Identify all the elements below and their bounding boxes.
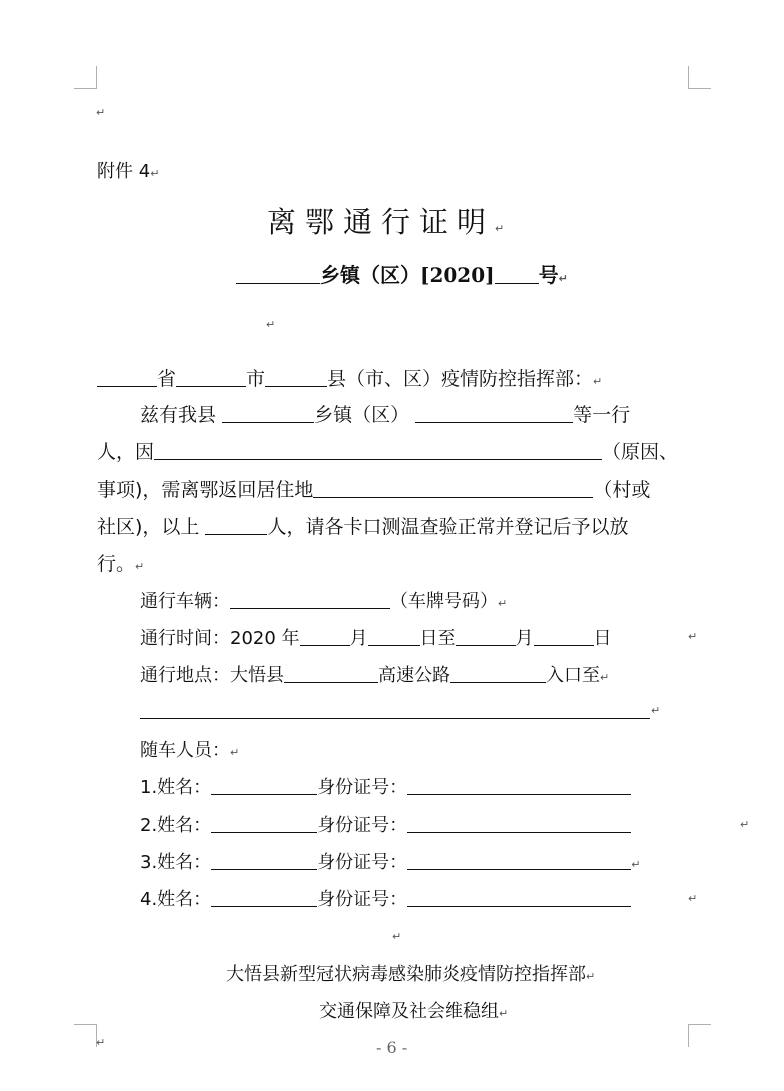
staff-row: 4.姓名： 身份证号： bbox=[140, 885, 631, 911]
body-line-3: 事项)，需离鄂返回居住地 （村或 bbox=[97, 479, 651, 501]
page-title: 离鄂通行证明↵ bbox=[267, 205, 514, 239]
county-blank[interactable] bbox=[265, 368, 327, 387]
document-number-line: 乡镇（区）[2020] 号↵ bbox=[236, 259, 568, 288]
paragraph-mark: ↵ bbox=[740, 818, 750, 831]
person-blank[interactable] bbox=[415, 404, 573, 423]
crop-mark-top-left bbox=[74, 66, 97, 89]
paragraph-mark: ↵ bbox=[392, 930, 402, 943]
body-line-2: 人，因 （原因、 bbox=[97, 441, 679, 463]
signature-line-2: 交通保障及社会维稳组↵ bbox=[319, 1001, 509, 1022]
paragraph-mark: ↵ bbox=[96, 106, 106, 119]
staff-row: 3.姓名： 身份证号： ↵ bbox=[140, 852, 641, 873]
page-number: - 6 - bbox=[376, 1038, 408, 1057]
staff-label: 随车人员：↵ bbox=[140, 740, 240, 761]
place-line: 通行地点：大悟县 高速公路 入口至↵ bbox=[140, 665, 610, 686]
addressee-line: 省 市 县（市、区）疫情防控指挥部：↵ bbox=[97, 364, 602, 391]
body-line-1: 兹有我县 乡镇（区） 等一行 bbox=[140, 404, 631, 426]
name-blank[interactable] bbox=[211, 776, 317, 795]
number-blank[interactable] bbox=[495, 265, 539, 284]
paragraph-mark: ↵ bbox=[688, 630, 698, 643]
id-blank[interactable] bbox=[407, 851, 631, 870]
crop-mark-bottom-left bbox=[74, 1024, 97, 1047]
body-line-4: 社区)，以上 人，请各卡口测温查验正常并登记后予以放 bbox=[97, 516, 629, 538]
day-blank[interactable] bbox=[368, 627, 420, 646]
reason-blank[interactable] bbox=[154, 441, 602, 460]
id-blank[interactable] bbox=[407, 776, 631, 795]
city-blank[interactable] bbox=[176, 368, 246, 387]
paragraph-mark: ↵ bbox=[688, 892, 698, 905]
id-blank[interactable] bbox=[407, 888, 631, 907]
end-day-blank[interactable] bbox=[534, 627, 594, 646]
highway-blank[interactable] bbox=[284, 664, 378, 683]
town-blank[interactable] bbox=[236, 265, 320, 284]
province-blank[interactable] bbox=[97, 368, 157, 387]
residence-blank[interactable] bbox=[313, 479, 593, 498]
destination-blank[interactable] bbox=[140, 718, 650, 719]
time-line: 通行时间：2020 年 月 日至 月 日 bbox=[140, 628, 612, 649]
id-blank[interactable] bbox=[407, 814, 631, 833]
paragraph-mark: ↵ bbox=[96, 1036, 106, 1049]
month-blank[interactable] bbox=[300, 627, 350, 646]
signature-line-1: 大悟县新型冠状病毒感染肺炎疫情防控指挥部↵ bbox=[226, 964, 596, 985]
count-blank[interactable] bbox=[205, 516, 267, 535]
paragraph-mark: ↵ bbox=[651, 704, 661, 717]
attachment-label: 附件 4↵ bbox=[97, 161, 160, 182]
staff-row: 2.姓名： 身份证号： bbox=[140, 811, 631, 837]
staff-row: 1.姓名： 身份证号： bbox=[140, 773, 631, 799]
township-blank[interactable] bbox=[222, 404, 314, 423]
crop-mark-bottom-right bbox=[688, 1024, 711, 1047]
entrance-blank[interactable] bbox=[450, 664, 546, 683]
body-line-5: 行。↵ bbox=[97, 553, 145, 575]
plate-blank[interactable] bbox=[230, 590, 390, 609]
name-blank[interactable] bbox=[211, 851, 317, 870]
end-month-blank[interactable] bbox=[456, 627, 516, 646]
crop-mark-top-right bbox=[688, 66, 711, 89]
name-blank[interactable] bbox=[211, 888, 317, 907]
name-blank[interactable] bbox=[211, 814, 317, 833]
paragraph-mark: ↵ bbox=[266, 318, 276, 331]
vehicle-line: 通行车辆： （车牌号码）↵ bbox=[140, 591, 508, 612]
